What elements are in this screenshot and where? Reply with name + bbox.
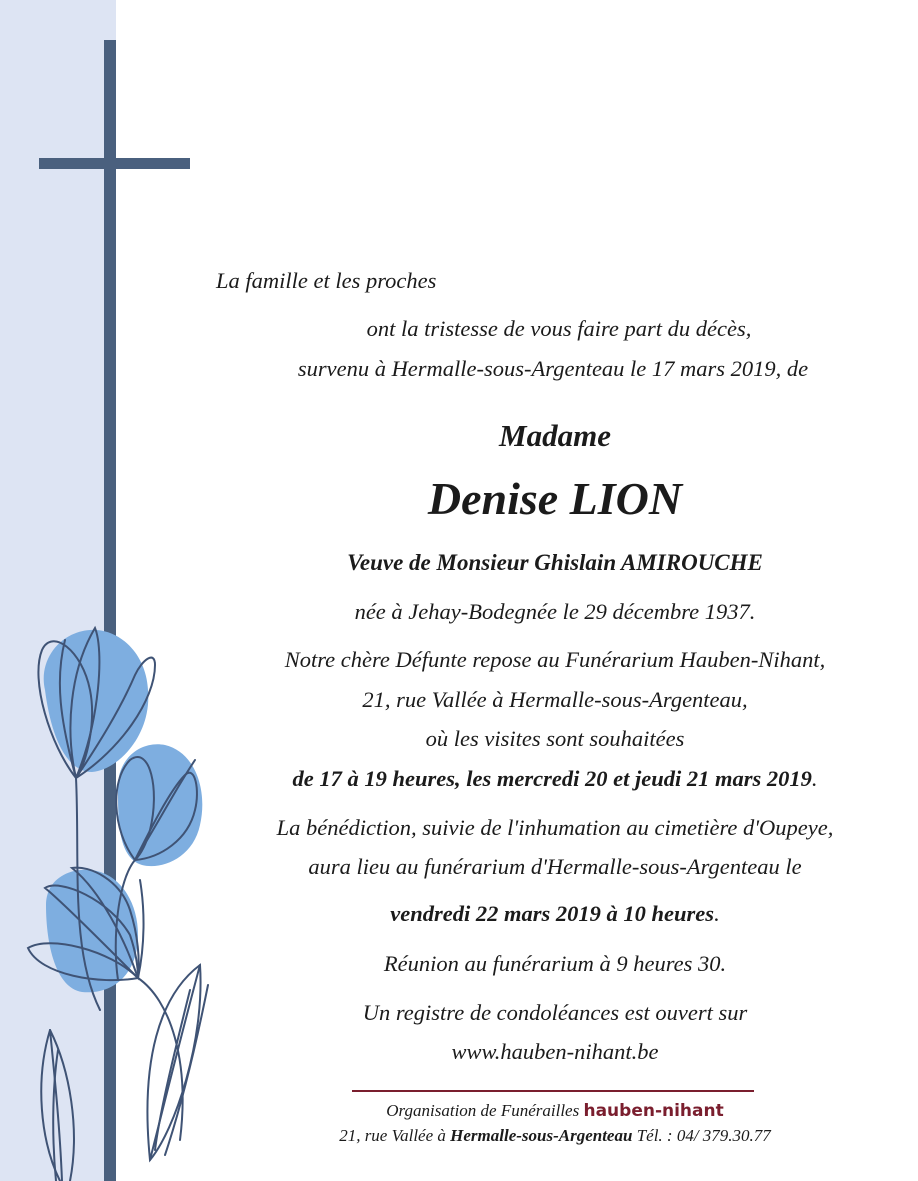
register-url[interactable]: www.hauben-nihant.be bbox=[451, 1039, 659, 1064]
cross-arm bbox=[39, 158, 190, 169]
birth-line: née à Jehay-Bodegnée le 29 décembre 1937. bbox=[354, 599, 756, 624]
footer-address-city: Hermalle-sous-Argenteau bbox=[450, 1126, 633, 1145]
footer-org-label: Organisation de Funérailles bbox=[386, 1101, 580, 1120]
intro-line-1: La famille et les proches bbox=[216, 268, 437, 293]
visitation-hours-end: . bbox=[811, 766, 818, 791]
ceremony-meeting: Réunion au funérarium à 9 heures 30. bbox=[383, 951, 727, 976]
tulip-fill-shapes bbox=[44, 630, 203, 992]
register-line: Un registre de condoléances est ouvert sur bbox=[362, 1000, 748, 1025]
visitation-hours bbox=[96, 766, 918, 792]
visitation-line-2: 21, rue Vallée à Hermalle-sous-Argenteau, bbox=[362, 687, 748, 712]
brand-logo: hauben-nihant bbox=[583, 1101, 724, 1121]
deceased-name: Denise LION bbox=[427, 473, 683, 524]
footer-address bbox=[96, 1126, 918, 1146]
footer-phone: Tél. : 04/ 379.30.77 bbox=[636, 1126, 771, 1145]
ceremony-date-end: . bbox=[714, 901, 720, 926]
intro-line-2: ont la tristesse de vous faire part du décès, bbox=[366, 316, 752, 341]
ceremony-line-2: aura lieu au funérarium d'Hermalle-sous-Argenteau le bbox=[308, 854, 802, 879]
ceremony-line-1: La bénédiction, suivie de l'inhumation au cimetière d'Oupeye, bbox=[276, 815, 834, 840]
footer-address-prefix: 21, rue Vallée à bbox=[339, 1126, 446, 1145]
footer-organisation bbox=[96, 1101, 918, 1121]
visitation-line-3: où les visites sont souhaitées bbox=[425, 726, 685, 751]
ceremony-date-text: vendredi 22 mars 2019 à 10 heures bbox=[390, 901, 715, 926]
intro-line-3: survenu à Hermalle-sous-Argenteau le 17 mars 2019, de bbox=[297, 356, 809, 381]
deceased-title: Madame bbox=[499, 418, 611, 453]
spouse-line: Veuve de Monsieur Ghislain AMIROUCHE bbox=[347, 550, 763, 575]
visitation-hours-text: de 17 à 19 heures, les mercredi 20 et jeudi 21 mars 2019 bbox=[292, 766, 812, 791]
visitation-line-1: Notre chère Défunte repose au Funérarium Hauben-Nihant, bbox=[284, 647, 826, 672]
footer-divider bbox=[352, 1090, 754, 1092]
ceremony-date bbox=[96, 901, 918, 927]
